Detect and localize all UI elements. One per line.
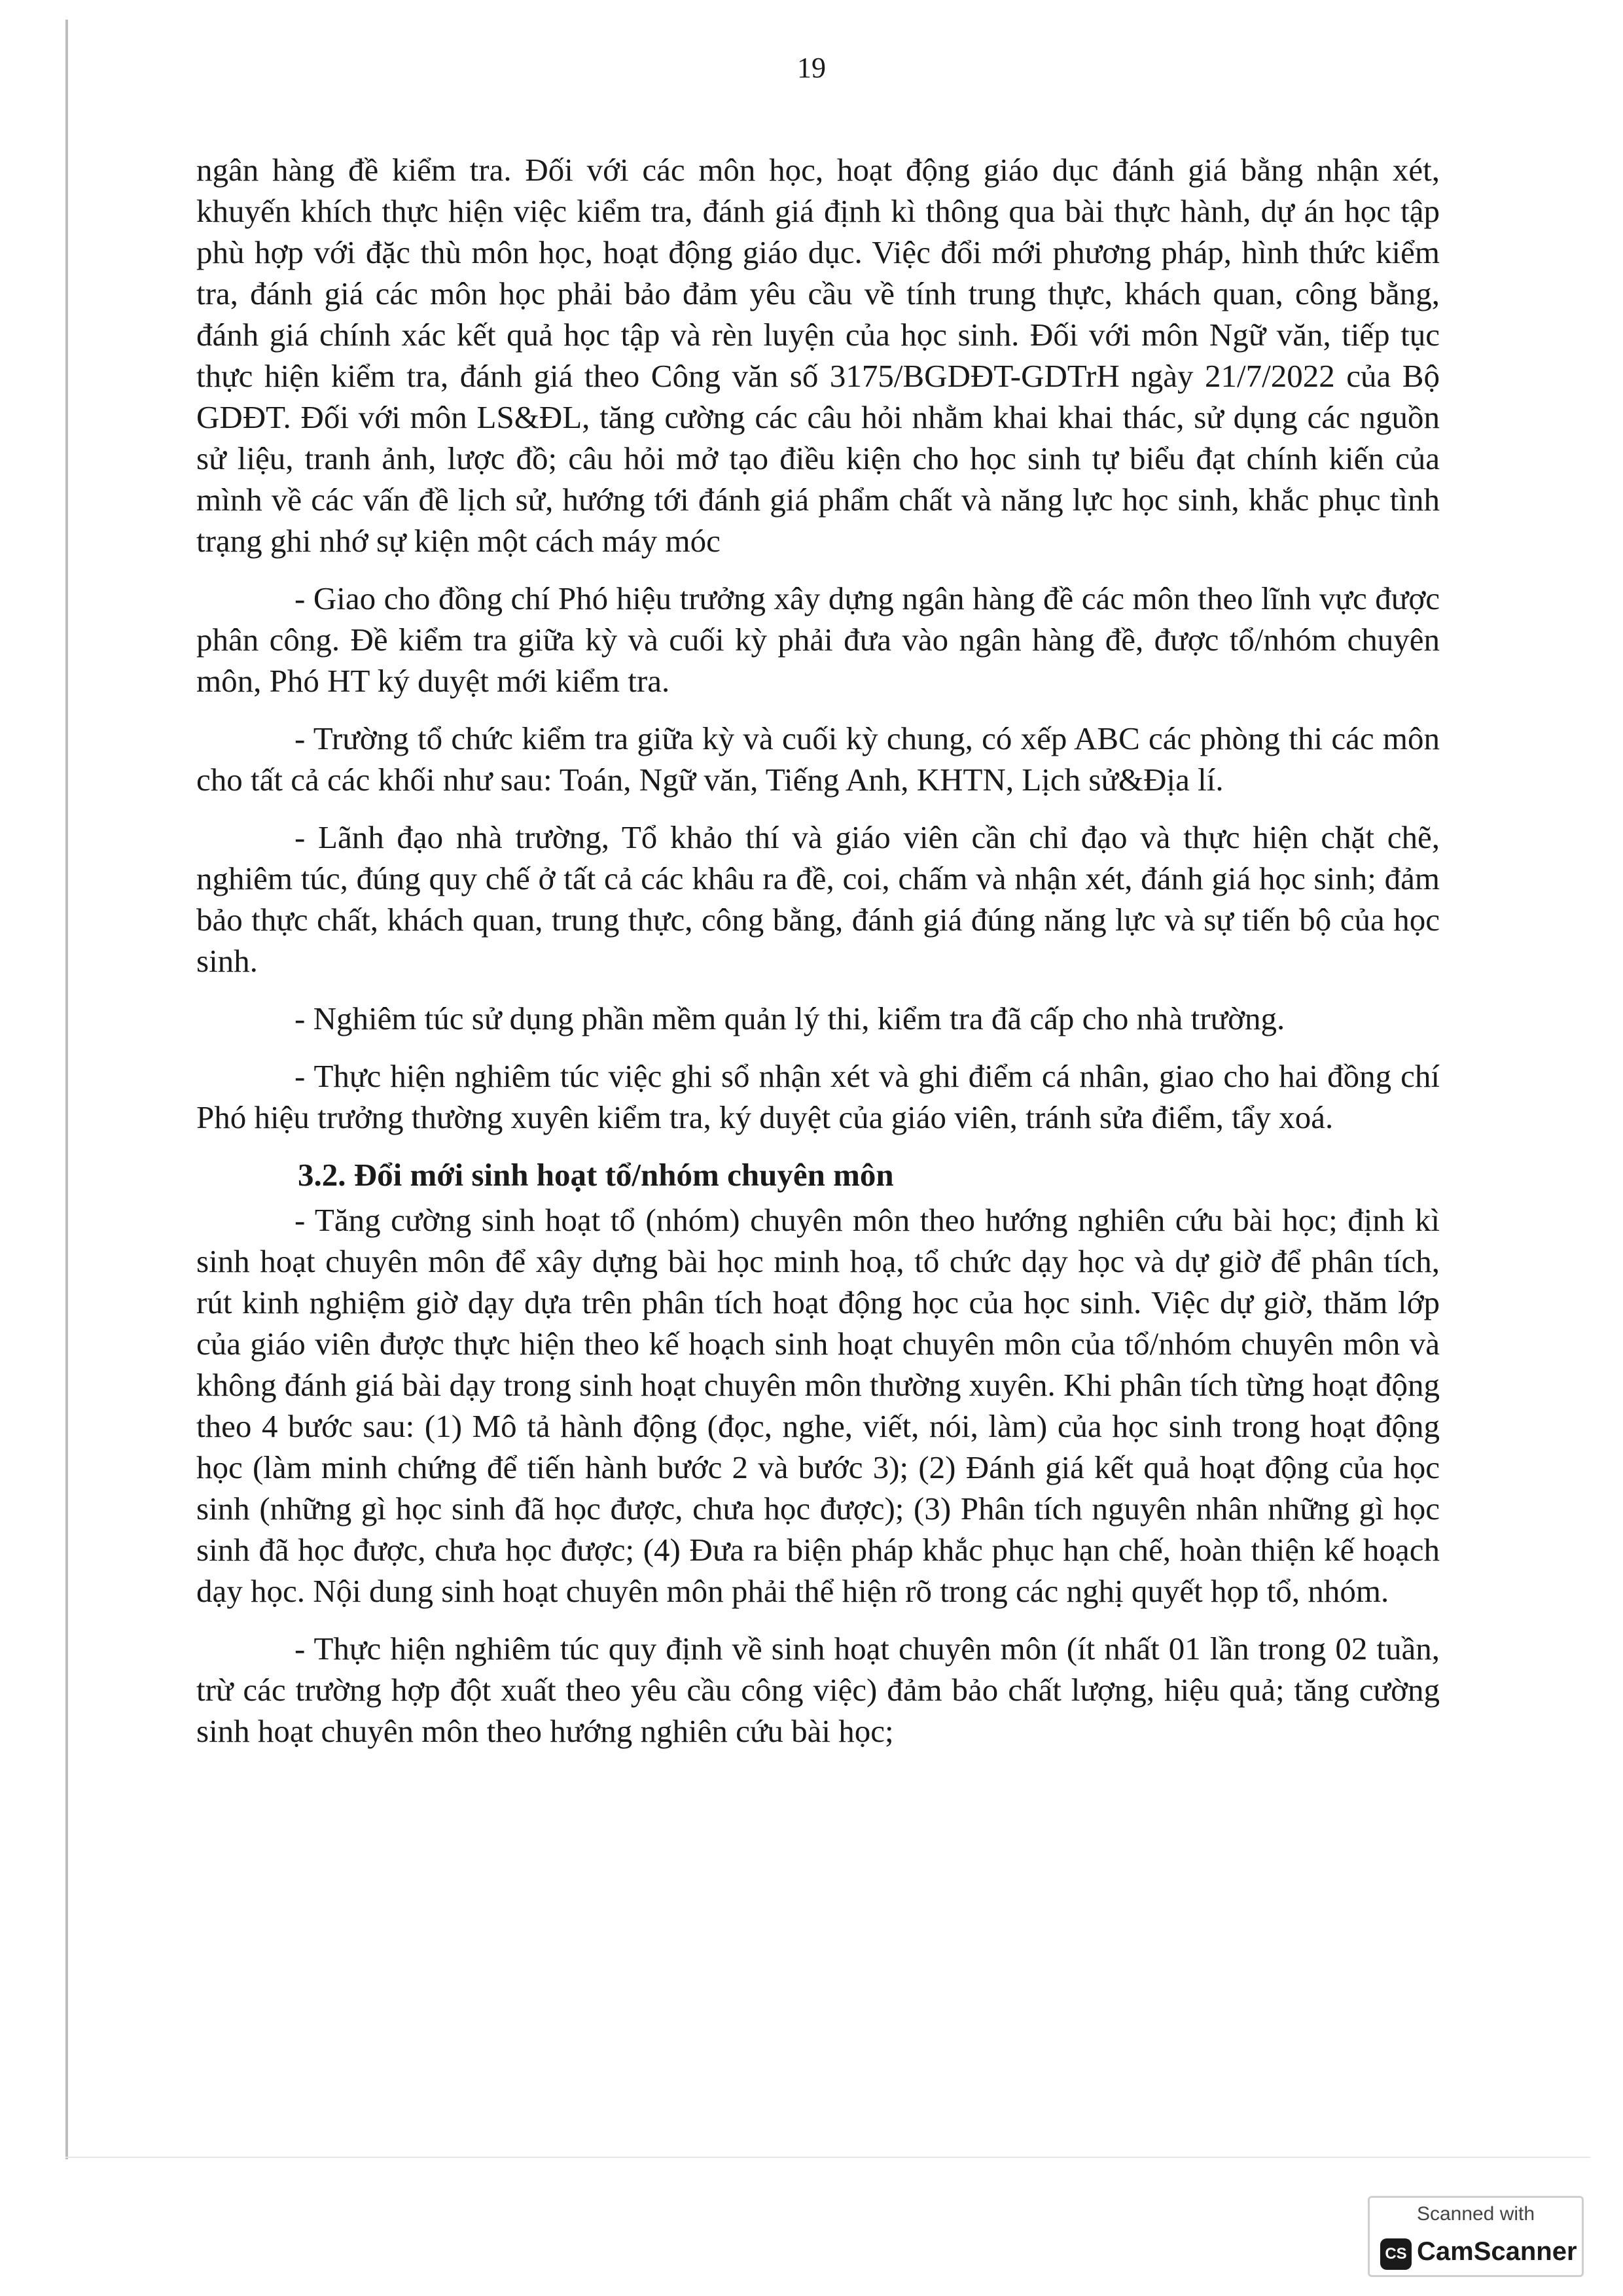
watermark-brand: CamScanner [1417,2237,1577,2266]
paragraph-software: - Nghiêm túc sử dụng phần mềm quản lý thi, kiểm tra đã cấp cho nhà trường. [294,1000,1285,1036]
paragraph-continued: ngân hàng đề kiểm tra. Đối với các môn học, hoạt động giáo dục đánh giá bằng nhận xét, khuyến khích thực hiện việc kiểm tra, đánh giá định kì thông qua bài thực hành, dự án học tập phù hợp với đặc thù môn học, hoạt động giáo dục. Việc đổi mới phương pháp, hình thức kiểm tra, đánh giá các môn học phải bảo đảm yêu cầu về tính trung thực, khách quan, công bằng, đánh giá chính xác kết quả học tập và rèn luyện của học sinh. Đối với môn Ngữ văn, tiếp tục thực hiện kiểm tra, đánh giá theo Công văn số 3175/BGDĐT-GDTrH ngày 21/7/2022 của Bộ GDĐT. Đối với môn LS&ĐL, tăng cường các câu hỏi nhằm khai khai thác, sử dụng các nguồn sử liệu, tranh ảnh, lược đồ; câu hỏi mở tạo điều kiện cho học sinh tự biểu đạt chính kiến của mình về các vấn đề lịch sử, hướng tới đánh giá phẩm chất và năng lực học sinh, khắc phục tình trạng ghi nhớ sự kiện một cách máy móc [196,152,1440,559]
paragraph-question-bank: - Giao cho đồng chí Phó hiệu trưởng xây dựng ngân hàng đề các môn theo lĩnh vực được phân công. Đề kiểm tra giữa kỳ và cuối kỳ phải đưa vào ngân hàng đề, được tổ/nhóm chuyên môn, Phó HT ký duyệt mới kiểm tra. [196,580,1440,699]
watermark-caption: Scanned with [1416,2203,1535,2225]
paragraph-lesson-study: - Tăng cường sinh hoạt tổ (nhóm) chuyên môn theo hướng nghiên cứu bài học; định kì sinh hoạt chuyên môn để xây dựng bài học minh hoạ, tổ chức dạy học và dự giờ để phân tích, rút kinh nghiệm giờ dạy dựa trên phân tích hoạt động học của học sinh. Việc dự giờ, thăm lớp của giáo viên được thực hiện theo kế hoạch sinh hoạt chuyên môn của tổ/nhóm chuyên môn và không đánh giá bài dạy trong sinh hoạt chuyên môn thường xuyên. Khi phân tích từng hoạt động theo 4 bước sau: (1) Mô tả hành động (đọc, nghe, viết, nói, làm) của học sinh trong hoạt động học (làm minh chứng để tiến hành bước 2 và bước 3); (2) Đánh giá kết quả hoạt động của học sinh (những gì học sinh đã học được, chưa học được); (3) Phân tích nguyên nhân những gì học sinh đã học được, chưa học được; (4) Đưa ra biện pháp khắc phục hạn chế, hoàn thiện kế hoạch dạy học. Nội dung sinh hoạt chuyên môn phải thể hiện rõ trong các nghị quyết họp tổ, nhóm. [196,1202,1440,1609]
paragraph-leadership: - Lãnh đạo nhà trường, Tổ khảo thí và giáo viên cần chỉ đạo và thực hiện chặt chẽ, nghiêm túc, đúng quy chế ở tất cả các khâu ra đề, coi, chấm và nhận xét, đánh giá học sinh; đảm bảo thực chất, khách quan, trung thực, công bằng, đánh giá đúng năng lực và sự tiến bộ của học sinh. [196,819,1440,979]
scan-left-edge [65,20,68,2159]
paragraph-grade-book: - Thực hiện nghiêm túc việc ghi sổ nhận xét và ghi điểm cá nhân, giao cho hai đồng chí Phó hiệu trưởng thường xuyên kiểm tra, ký duyệt của giáo viên, tránh sửa điểm, tẩy xoá. [196,1058,1440,1135]
scan-bottom-edge [65,2157,1590,2158]
paragraph-common-exams: - Trường tổ chức kiểm tra giữa kỳ và cuối kỳ chung, có xếp ABC các phòng thi các môn cho tất cả các khối như sau: Toán, Ngữ văn, Tiếng Anh, KHTN, Lịch sử&Địa lí. [196,720,1440,798]
paragraph-meeting-frequency: - Thực hiện nghiêm túc quy định về sinh hoạt chuyên môn (ít nhất 01 lần trong 02 tuần, trừ các trường hợp đột xuất theo yêu cầu công việc) đảm bảo chất lượng, hiệu quả; tăng cường sinh hoạt chuyên môn theo hướng nghiên cứu bài học; [196,1631,1440,1749]
document-body [196,149,1440,1768]
camscanner-watermark [1368,2196,1584,2277]
page-number: 19 [797,52,826,84]
section-heading: 3.2. Đổi mới sinh hoạt tổ/nhóm chuyên môn [298,1157,894,1193]
camscanner-logo-icon: CS [1380,2238,1412,2270]
